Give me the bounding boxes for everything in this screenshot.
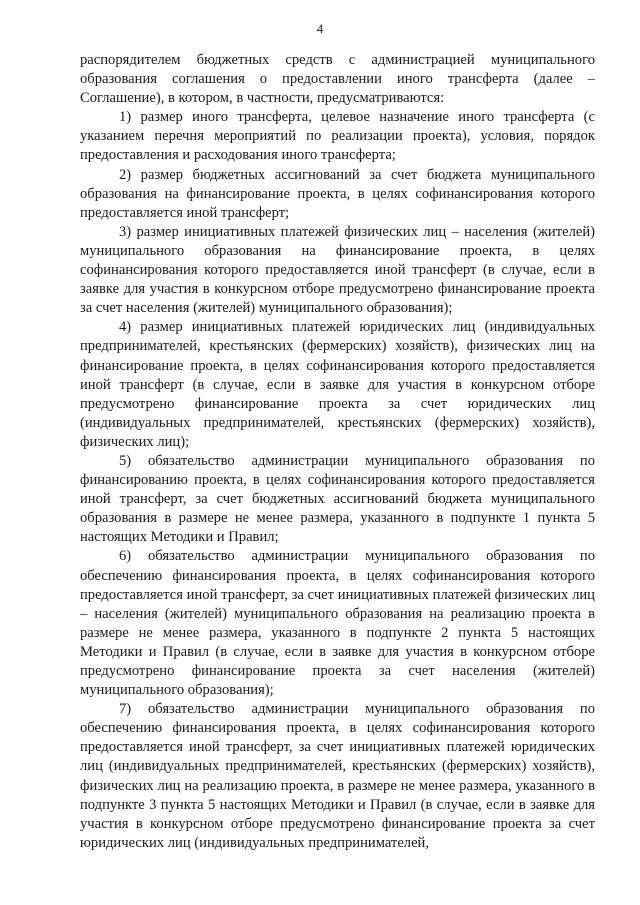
paragraph-intro: распорядителем бюджетных средств с администрацией муниципального образования соглашения о предоставлении иного трансферта (далее – Соглашение), в котором, в частности, предусматриваются:: [80, 52, 595, 107]
paragraph-item-1: 1) размер иного трансферта, целевое назначение иного трансферта (с указанием перечня мероприятий по реализации проекта), условия, порядок предоставления и расходования иного трансферта;: [80, 109, 595, 164]
page-number: 4: [316, 21, 324, 36]
paragraph-item-7: 7) обязательство администрации муниципального образования по обеспечению финансирования проекта, в целях софинансирования которого предоставляется иной трансферт, за счет инициативных платежей юридических лиц (индивидуальных предпринимателей, крестьянских (фермерских) хозяйств), физических лиц на реализацию проекта, в размере не менее размера, указанного в подпункте 3 пункта 5 настоящих Методики и Правил (в случае, если в заявке для участия в конкурсном отборе предусмотрено финансирование проекта за счет юридических лиц (индивидуальных предпринимателей,: [80, 701, 595, 851]
paragraph-item-3: 3) размер инициативных платежей физических лиц – населения (жителей) муниципального образования на финансирование проекта, в целях софинансирования которого предоставляется иной трансферт (в случае, если в заявке для участия в конкурсном отборе предусмотрено финансирование проекта за счет населения (жителей) муниципального образования);: [80, 223, 595, 317]
paragraph-item-2: 2) размер бюджетных ассигнований за счет бюджета муниципального образования на финансирование проекта, в целях софинансирования которого предоставляется иной трансферт;: [80, 166, 595, 221]
paragraph-item-4: 4) размер инициативных платежей юридических лиц (индивидуальных предпринимателей, крестьянских (фермерских) хозяйств), физических лиц на финансирование проекта, в целях софинансирования которого предоставляется иной трансферт (в случае, если в заявке для участия в конкурсном отборе предусмотрено финансирование проекта за счет юридических лиц (индивидуальных предпринимателей, крестьянских (фермерских) хозяйств), физических лиц);: [80, 319, 595, 450]
paragraph-item-5: 5) обязательство администрации муниципального образования по финансированию проекта, в целях софинансирования которого предоставляется иной трансферт, за счет бюджетных ассигнований бюджета муниципального образования в размере не менее размера, указанного в подпункте 1 пункта 5 настоящих Методики и Правил;: [80, 452, 595, 546]
document-body: [80, 51, 595, 853]
paragraph-item-6: 6) обязательство администрации муниципального образования по обеспечению финансирования проекта, в целях софинансирования которого предоставляется иной трансферт, за счет инициативных платежей физических лиц – населения (жителей) муниципального образования на реализацию проекта в размере не менее размера, указанного в подпункте 2 пункта 5 настоящих Методики и Правил (в случае, если в заявке для участия в конкурсном отборе предусмотрено финансирование проекта за счет населения (жителей) муниципального образования);: [80, 548, 595, 699]
